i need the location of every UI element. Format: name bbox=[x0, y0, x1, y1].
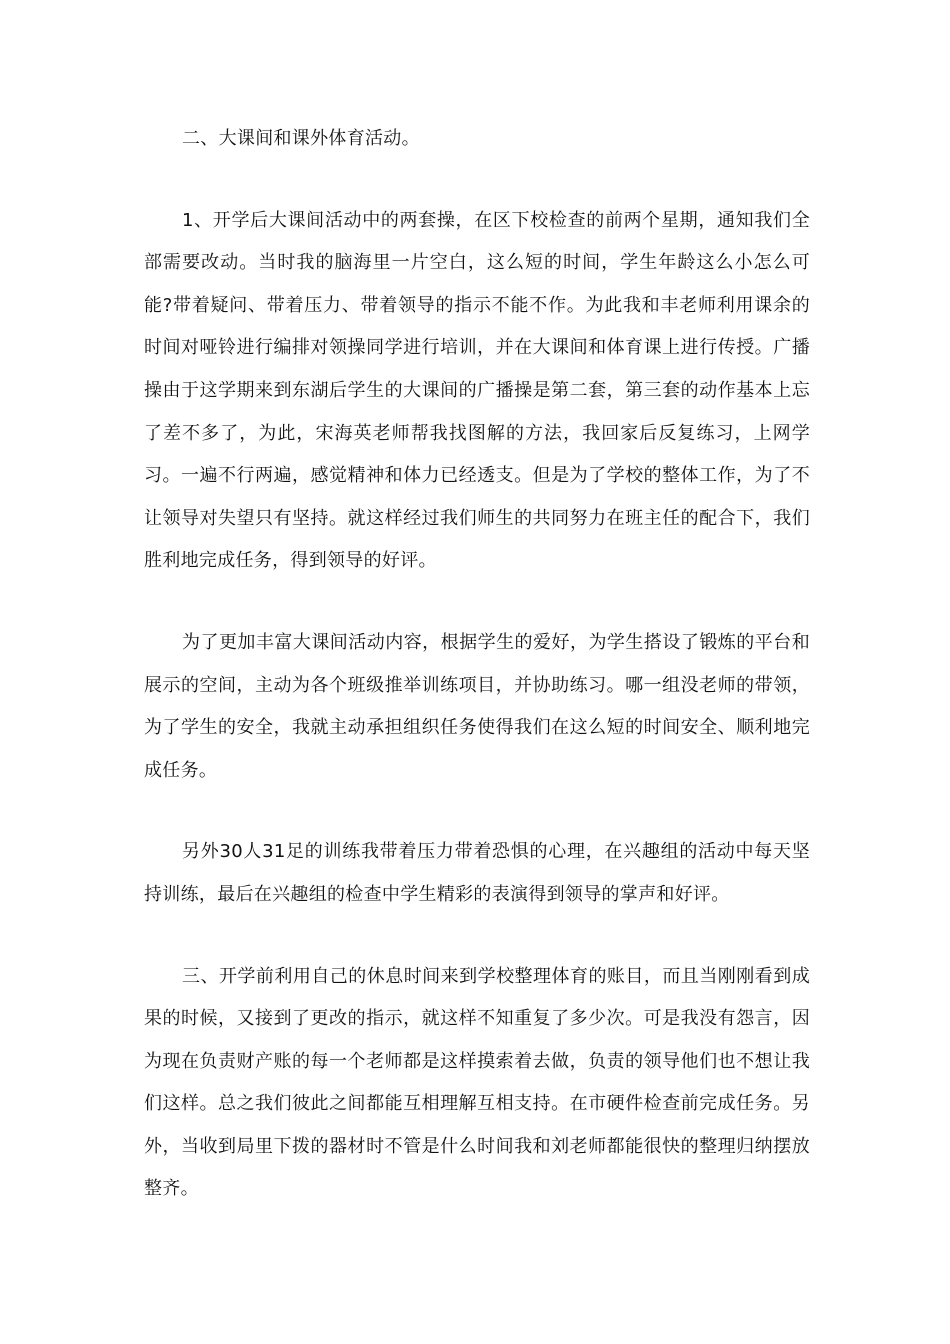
paragraph-spacer bbox=[144, 161, 810, 200]
section-heading-3-paragraph: 三、开学前利用自己的休息时间来到学校整理体育的账目，而且当刚刚看到成果的时候，又接到了更改的指示，就这样不知重复了多少次。可是我没有怨言，因为现在负责财产账的每一个老师都是这样摸索着去做，负责的领导他们也不想让我们这样。总之我们彼此之间都能互相理解互相支持。在市硬件检查前完成任务。另外，当收到局里下拨的器材时不管是什么时间我和刘老师都能很快的整理归纳摆放整齐。 bbox=[144, 965, 810, 1200]
section-heading-2: 二、大课间和课外体育活动。 bbox=[182, 128, 420, 149]
document-body bbox=[144, 118, 810, 1211]
paragraph-exercise-routines: 1、开学后大课间活动中的两套操，在区下校检查的前两个星期，通知我们全部需要改动。当时我的脑海里一片空白，这么短的时间，学生年龄这么小怎么可能?带着疑问、带着压力、带着领导的指示不能不作。为此我和丰老师利用课余的时间对哑铃进行编排对领操同学进行培训，并在大课间和体育课上进行传授。广播操由于这学期来到东湖后学生的大课间的广播操是第二套，第三套的动作基本上忘了差不多了，为此，宋海英老师帮我找图解的方法，我回家后反复练习，上网学习。一遍不行两遍，感觉精神和体力已经透支。但是为了学校的整体工作，为了不让领导对失望只有坚持。就这样经过我们师生的共同努力在班主任的配合下，我们胜利地完成任务，得到领导的好评。 bbox=[144, 209, 810, 572]
paragraph-activity-content: 为了更加丰富大课间活动内容，根据学生的爱好，为学生搭设了锻炼的平台和展示的空间，主动为各个班级推举训练项目，并协助练习。哪一组没老师的带领，为了学生的安全，我就主动承担组织任务使得我们在这么短的时间安全、顺利地完成任务。 bbox=[144, 631, 810, 781]
paragraph-spacer bbox=[144, 917, 810, 956]
paragraph-spacer bbox=[144, 583, 810, 622]
paragraph-spacer bbox=[144, 792, 810, 831]
paragraph-30-people-31-legs: 另外30人31足的训练我带着压力带着恐惧的心理，在兴趣组的活动中每天坚持训练，最后在兴趣组的检查中学生精彩的表演得到领导的掌声和好评。 bbox=[144, 841, 810, 905]
